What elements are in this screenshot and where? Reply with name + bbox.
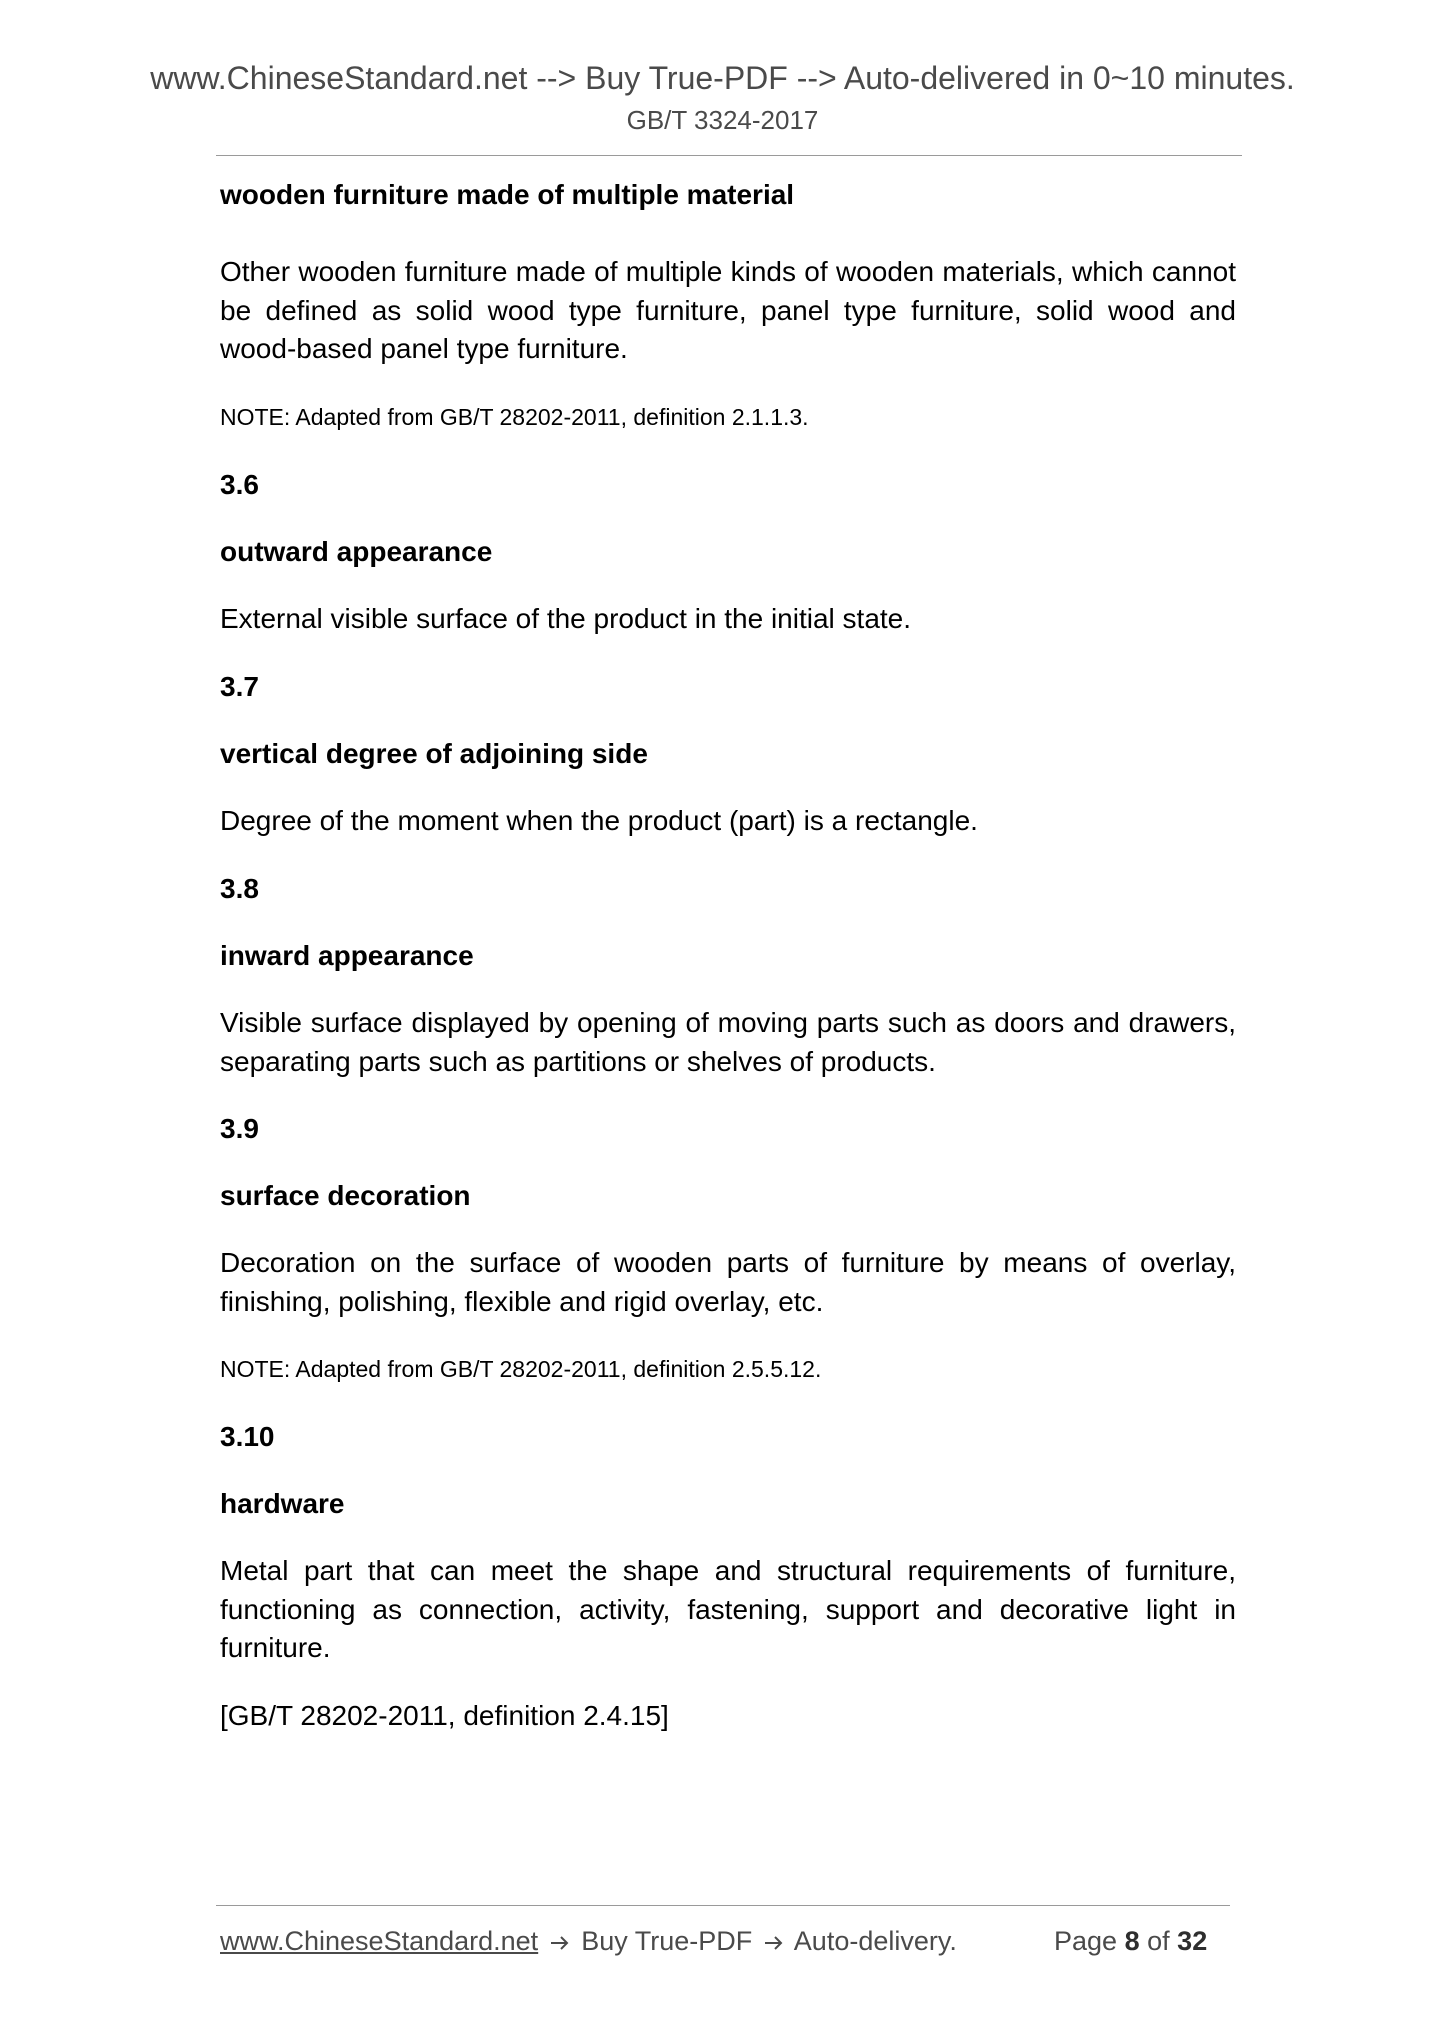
term-hardware: hardware	[220, 1488, 345, 1519]
clause-number-3-8: 3.8	[220, 873, 259, 904]
page-label: Page	[1054, 1926, 1118, 1956]
definition-wooden-furniture-multiple-material: Other wooden furniture made of multiple kinds of wooden materials, which cannot be defined as solid wood type furniture, panel type furniture, solid wood and wood-based panel type furniture.	[220, 256, 1236, 364]
term-surface-decoration: surface decoration	[220, 1180, 471, 1211]
term-wooden-furniture-multiple-material: wooden furniture made of multiple material	[220, 179, 795, 210]
definition-surface-decoration: Decoration on the surface of wooden parts of furniture by means of overlay, finishing, polishing, flexible and rigid overlay, etc.	[220, 1247, 1236, 1317]
right-arrow-icon	[550, 1923, 570, 1959]
term-outward-appearance: outward appearance	[220, 536, 493, 567]
right-arrow-icon	[764, 1923, 784, 1959]
footer-divider	[216, 1905, 1230, 1906]
reference-hardware: [GB/T 28202-2011, definition 2.4.15]	[220, 1700, 669, 1731]
clause-number-3-9: 3.9	[220, 1113, 259, 1144]
footer-site-link[interactable]: www.ChineseStandard.net	[220, 1926, 539, 1956]
footer-delivery-text: Auto-delivery.	[793, 1926, 957, 1956]
clause-number-3-10: 3.10	[220, 1421, 275, 1452]
clause-number-3-7: 3.7	[220, 671, 259, 702]
definition-vertical-degree-adjoining-side: Degree of the moment when the product (part) is a rectangle.	[220, 805, 978, 836]
of-label: of	[1147, 1926, 1170, 1956]
definition-inward-appearance: Visible surface displayed by opening of moving parts such as doors and drawers, separating parts such as partitions or shelves of products.	[220, 1007, 1236, 1077]
note-3-5: NOTE: Adapted from GB/T 28202-2011, definition 2.1.1.3.	[220, 404, 809, 430]
term-inward-appearance: inward appearance	[220, 940, 474, 971]
page-total: 32	[1177, 1926, 1208, 1956]
definition-hardware: Metal part that can meet the shape and structural requirements of furniture, functioning as connection, activity, fastening, support and decorative light in furniture.	[220, 1555, 1236, 1663]
definition-outward-appearance: External visible surface of the product in the initial state.	[220, 603, 912, 634]
document-code: GB/T 3324-2017	[626, 105, 819, 135]
header-banner: www.ChineseStandard.net --> Buy True-PDF --> Auto-delivered in 0~10 minutes.	[150, 60, 1295, 96]
footer-promo	[220, 1923, 957, 1959]
clause-number-3-6: 3.6	[220, 469, 259, 500]
footer-buy-text: Buy True-PDF	[581, 1926, 753, 1956]
page-current: 8	[1124, 1926, 1140, 1956]
header-divider	[216, 155, 1242, 156]
page-indicator	[1054, 1923, 1207, 1959]
note-3-9: NOTE: Adapted from GB/T 28202-2011, definition 2.5.5.12.	[220, 1356, 822, 1382]
term-vertical-degree-adjoining-side: vertical degree of adjoining side	[220, 738, 648, 769]
